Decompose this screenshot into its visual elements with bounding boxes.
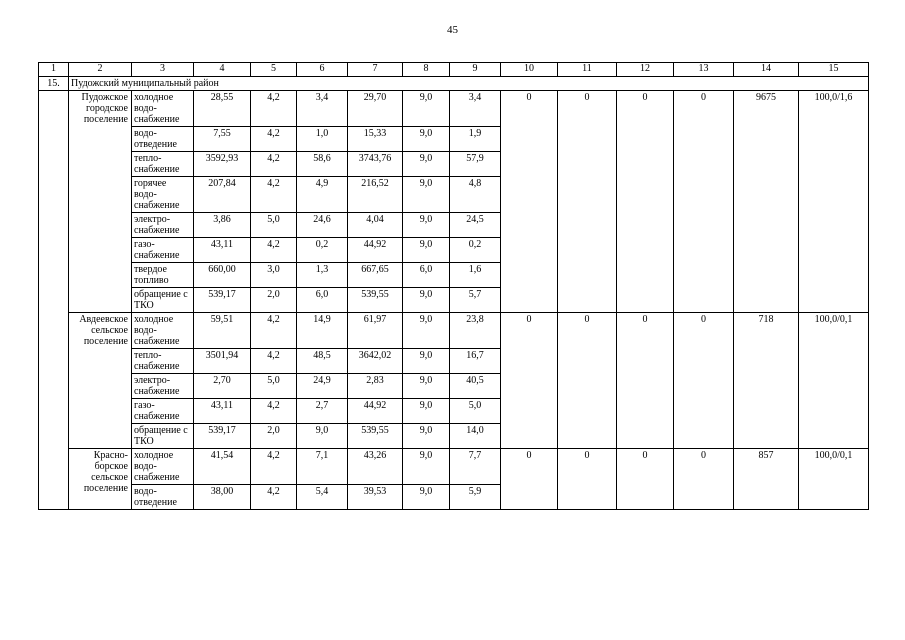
value-col-8: 9,0 xyxy=(403,91,450,127)
utility-type: холодное водо-снабжение xyxy=(132,449,194,485)
column-header-15: 15 xyxy=(799,63,869,77)
column-header-4: 4 xyxy=(194,63,251,77)
column-header-14: 14 xyxy=(734,63,799,77)
utility-type: газо-снабжение xyxy=(132,238,194,263)
utility-type: электро-снабжение xyxy=(132,374,194,399)
district-number: 15. xyxy=(39,77,69,91)
settlement-col-11: 0 xyxy=(558,313,617,449)
value-col-7: 216,52 xyxy=(348,177,403,213)
settlement-col-15: 100,0/0,1 xyxy=(799,313,869,449)
column-header-3: 3 xyxy=(132,63,194,77)
settlement-col-11: 0 xyxy=(558,449,617,510)
value-col-4: 28,55 xyxy=(194,91,251,127)
value-col-8: 9,0 xyxy=(403,399,450,424)
value-col-5: 4,2 xyxy=(251,152,297,177)
table-row xyxy=(39,313,869,349)
value-col-8: 9,0 xyxy=(403,349,450,374)
value-col-5: 4,2 xyxy=(251,399,297,424)
blank-number-cell xyxy=(39,91,69,510)
value-col-5: 2,0 xyxy=(251,288,297,313)
utility-type: газо-снабжение xyxy=(132,399,194,424)
value-col-6: 6,0 xyxy=(297,288,348,313)
column-header-6: 6 xyxy=(297,63,348,77)
value-col-6: 24,9 xyxy=(297,374,348,399)
value-col-6: 5,4 xyxy=(297,485,348,510)
value-col-5: 4,2 xyxy=(251,313,297,349)
district-row xyxy=(39,77,869,91)
value-col-4: 59,51 xyxy=(194,313,251,349)
value-col-6: 4,9 xyxy=(297,177,348,213)
settlement-name: Пудожское городское поселение xyxy=(69,91,132,313)
value-col-7: 44,92 xyxy=(348,399,403,424)
value-col-9: 5,0 xyxy=(450,399,501,424)
value-col-9: 0,2 xyxy=(450,238,501,263)
column-header-10: 10 xyxy=(501,63,558,77)
settlement-col-13: 0 xyxy=(674,91,734,313)
value-col-8: 9,0 xyxy=(403,313,450,349)
settlement-col-14: 9675 xyxy=(734,91,799,313)
column-header-5: 5 xyxy=(251,63,297,77)
settlement-col-11: 0 xyxy=(558,91,617,313)
column-header-2: 2 xyxy=(69,63,132,77)
utility-type: водо-отведение xyxy=(132,485,194,510)
column-header-13: 13 xyxy=(674,63,734,77)
value-col-6: 1,0 xyxy=(297,127,348,152)
value-col-4: 7,55 xyxy=(194,127,251,152)
value-col-4: 539,17 xyxy=(194,288,251,313)
value-col-9: 16,7 xyxy=(450,349,501,374)
value-col-5: 2,0 xyxy=(251,424,297,449)
value-col-4: 3592,93 xyxy=(194,152,251,177)
value-col-9: 24,5 xyxy=(450,213,501,238)
value-col-8: 6,0 xyxy=(403,263,450,288)
value-col-7: 15,33 xyxy=(348,127,403,152)
value-col-7: 43,26 xyxy=(348,449,403,485)
value-col-7: 667,65 xyxy=(348,263,403,288)
settlement-col-15: 100,0/0,1 xyxy=(799,449,869,510)
utility-type: холодное водо-снабжение xyxy=(132,91,194,127)
settlement-col-14: 718 xyxy=(734,313,799,449)
utility-type: обращение с ТКО xyxy=(132,288,194,313)
value-col-8: 9,0 xyxy=(403,177,450,213)
settlement-name: Красно-борское сельское поселение xyxy=(69,449,132,510)
utility-type: водо-отведение xyxy=(132,127,194,152)
value-col-9: 1,9 xyxy=(450,127,501,152)
settlement-col-10: 0 xyxy=(501,91,558,313)
value-col-6: 48,5 xyxy=(297,349,348,374)
value-col-6: 1,3 xyxy=(297,263,348,288)
value-col-7: 29,70 xyxy=(348,91,403,127)
settlement-col-12: 0 xyxy=(617,313,674,449)
value-col-4: 41,54 xyxy=(194,449,251,485)
value-col-8: 9,0 xyxy=(403,485,450,510)
value-col-6: 9,0 xyxy=(297,424,348,449)
value-col-6: 24,6 xyxy=(297,213,348,238)
value-col-7: 3642,02 xyxy=(348,349,403,374)
settlement-col-12: 0 xyxy=(617,449,674,510)
value-col-5: 4,2 xyxy=(251,485,297,510)
value-col-9: 5,9 xyxy=(450,485,501,510)
value-col-6: 2,7 xyxy=(297,399,348,424)
value-col-8: 9,0 xyxy=(403,449,450,485)
value-col-5: 3,0 xyxy=(251,263,297,288)
column-header-11: 11 xyxy=(558,63,617,77)
value-col-9: 57,9 xyxy=(450,152,501,177)
utility-type: тепло-снабжение xyxy=(132,152,194,177)
value-col-9: 3,4 xyxy=(450,91,501,127)
value-col-9: 23,8 xyxy=(450,313,501,349)
value-col-7: 2,83 xyxy=(348,374,403,399)
value-col-5: 5,0 xyxy=(251,374,297,399)
settlement-name: Авдеевское сельское поселение xyxy=(69,313,132,449)
settlement-col-10: 0 xyxy=(501,313,558,449)
column-header-12: 12 xyxy=(617,63,674,77)
value-col-5: 4,2 xyxy=(251,349,297,374)
value-col-7: 61,97 xyxy=(348,313,403,349)
value-col-4: 2,70 xyxy=(194,374,251,399)
value-col-7: 4,04 xyxy=(348,213,403,238)
value-col-4: 3,86 xyxy=(194,213,251,238)
value-col-5: 4,2 xyxy=(251,449,297,485)
utility-type: горячее водо-снабжение xyxy=(132,177,194,213)
value-col-6: 0,2 xyxy=(297,238,348,263)
value-col-8: 9,0 xyxy=(403,374,450,399)
value-col-7: 539,55 xyxy=(348,424,403,449)
column-header-8: 8 xyxy=(403,63,450,77)
value-col-4: 43,11 xyxy=(194,238,251,263)
value-col-4: 207,84 xyxy=(194,177,251,213)
value-col-6: 58,6 xyxy=(297,152,348,177)
settlement-col-12: 0 xyxy=(617,91,674,313)
utility-type: обращение с ТКО xyxy=(132,424,194,449)
tariff-table xyxy=(38,62,869,510)
settlement-col-15: 100,0/1,6 xyxy=(799,91,869,313)
district-name: Пудожский муниципальный район xyxy=(69,77,869,91)
value-col-4: 660,00 xyxy=(194,263,251,288)
column-number-row xyxy=(39,63,869,77)
value-col-8: 9,0 xyxy=(403,288,450,313)
utility-type: тепло-снабжение xyxy=(132,349,194,374)
utility-type: холодное водо-снабжение xyxy=(132,313,194,349)
value-col-9: 1,6 xyxy=(450,263,501,288)
table-row xyxy=(39,91,869,127)
utility-type: твердое топливо xyxy=(132,263,194,288)
value-col-8: 9,0 xyxy=(403,424,450,449)
value-col-6: 3,4 xyxy=(297,91,348,127)
value-col-6: 14,9 xyxy=(297,313,348,349)
value-col-6: 7,1 xyxy=(297,449,348,485)
column-header-7: 7 xyxy=(348,63,403,77)
value-col-5: 4,2 xyxy=(251,177,297,213)
column-header-9: 9 xyxy=(450,63,501,77)
value-col-5: 4,2 xyxy=(251,238,297,263)
settlement-col-14: 857 xyxy=(734,449,799,510)
value-col-9: 40,5 xyxy=(450,374,501,399)
value-col-9: 14,0 xyxy=(450,424,501,449)
value-col-9: 5,7 xyxy=(450,288,501,313)
utility-type: электро-снабжение xyxy=(132,213,194,238)
value-col-7: 39,53 xyxy=(348,485,403,510)
value-col-4: 38,00 xyxy=(194,485,251,510)
value-col-8: 9,0 xyxy=(403,127,450,152)
value-col-4: 43,11 xyxy=(194,399,251,424)
value-col-7: 539,55 xyxy=(348,288,403,313)
value-col-7: 44,92 xyxy=(348,238,403,263)
value-col-5: 4,2 xyxy=(251,127,297,152)
table-row xyxy=(39,449,869,485)
value-col-4: 3501,94 xyxy=(194,349,251,374)
value-col-9: 4,8 xyxy=(450,177,501,213)
value-col-4: 539,17 xyxy=(194,424,251,449)
value-col-7: 3743,76 xyxy=(348,152,403,177)
value-col-5: 4,2 xyxy=(251,91,297,127)
value-col-8: 9,0 xyxy=(403,213,450,238)
value-col-8: 9,0 xyxy=(403,238,450,263)
value-col-8: 9,0 xyxy=(403,152,450,177)
settlement-col-13: 0 xyxy=(674,449,734,510)
value-col-5: 5,0 xyxy=(251,213,297,238)
settlement-col-10: 0 xyxy=(501,449,558,510)
value-col-9: 7,7 xyxy=(450,449,501,485)
column-header-1: 1 xyxy=(39,63,69,77)
page-number: 45 xyxy=(447,24,458,36)
settlement-col-13: 0 xyxy=(674,313,734,449)
